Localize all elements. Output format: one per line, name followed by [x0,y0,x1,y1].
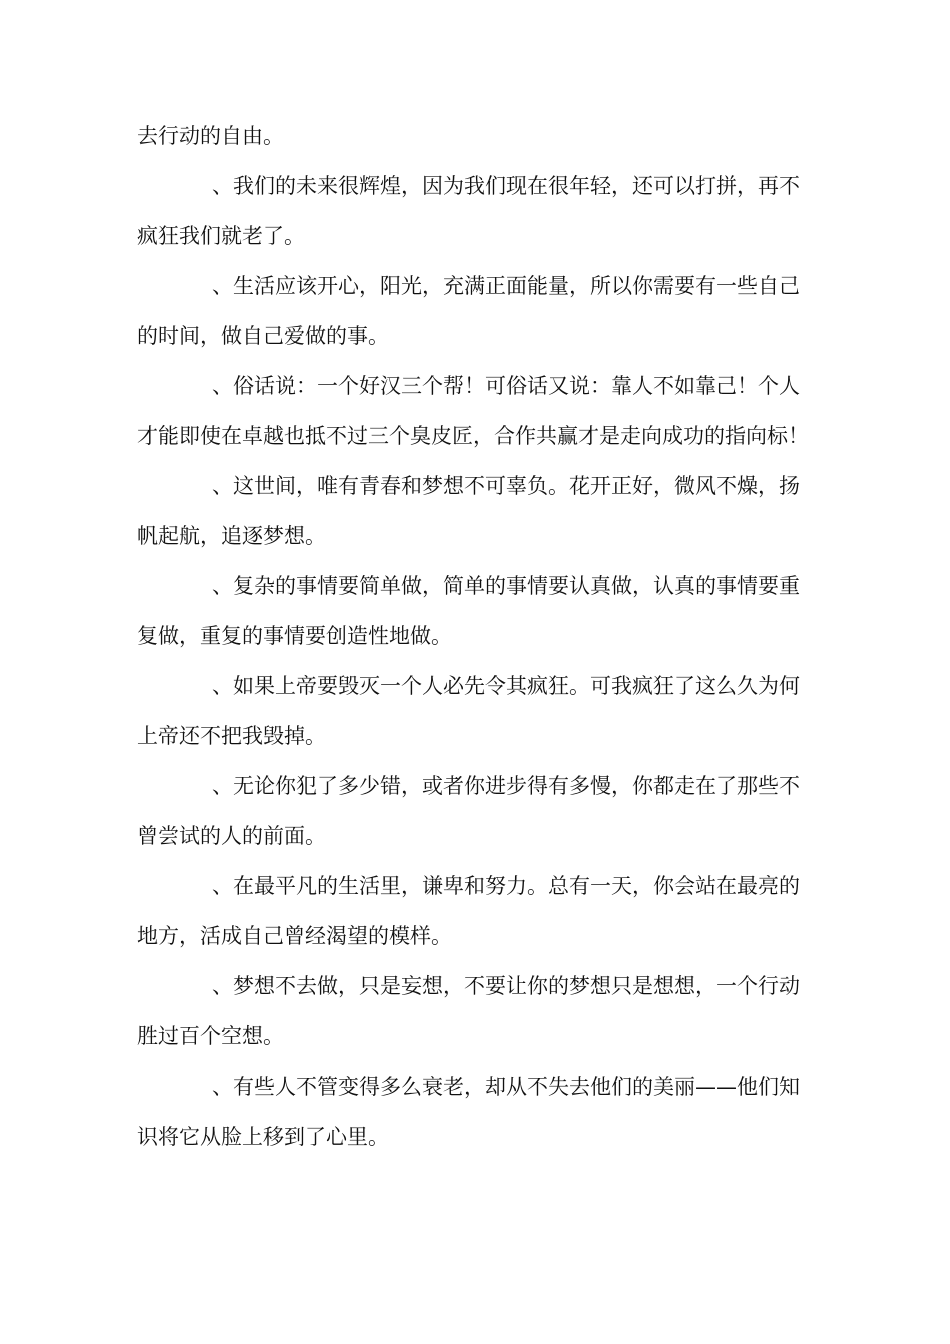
text-line: 、生活应该开心，阳光，充满正面能量，所以你需要有一些自己 [212,274,800,298]
text-line: 上帝还不把我毁掉。 [137,724,326,748]
text-line: 曾尝试的人的前面。 [137,824,326,848]
text-line: 、有些人不管变得多么衰老，却从不失去他们的美丽——他们知 [212,1075,800,1099]
text-line: 才能即使在卓越也抵不过三个臭皮匠，合作共赢才是走向成功的指向标！ [137,424,809,448]
text-line: 、这世间，唯有青春和梦想不可辜负。花开正好，微风不燥，扬 [212,474,800,498]
text-line: 、俗话说：一个好汉三个帮！可俗话又说：靠人不如靠己！个人 [212,374,800,398]
text-line: 、复杂的事情要简单做，简单的事情要认真做，认真的事情要重 [212,574,800,598]
text-line: 帆起航，追逐梦想。 [137,524,326,548]
text-line: 疯狂我们就老了。 [137,224,305,248]
text-line: 、梦想不去做，只是妄想，不要让你的梦想只是想想，一个行动 [212,974,800,998]
text-line: 地方，活成自己曾经渴望的模样。 [137,924,452,948]
text-line: 识将它从脸上移到了心里。 [137,1125,389,1149]
text-line: 、我们的未来很辉煌，因为我们现在很年轻，还可以打拼，再不 [212,174,800,198]
text-line: 、如果上帝要毁灭一个人必先令其疯狂。可我疯狂了这么久为何 [212,674,800,698]
text-line: 复做，重复的事情要创造性地做。 [137,624,452,648]
text-line: 胜过百个空想。 [137,1024,284,1048]
text-line: 的时间，做自己爱做的事。 [137,324,389,348]
text-line: 去行动的自由。 [137,124,284,148]
text-line: 、在最平凡的生活里，谦卑和努力。总有一天，你会站在最亮的 [212,874,800,898]
text-line: 、无论你犯了多少错，或者你进步得有多慢，你都走在了那些不 [212,774,800,798]
